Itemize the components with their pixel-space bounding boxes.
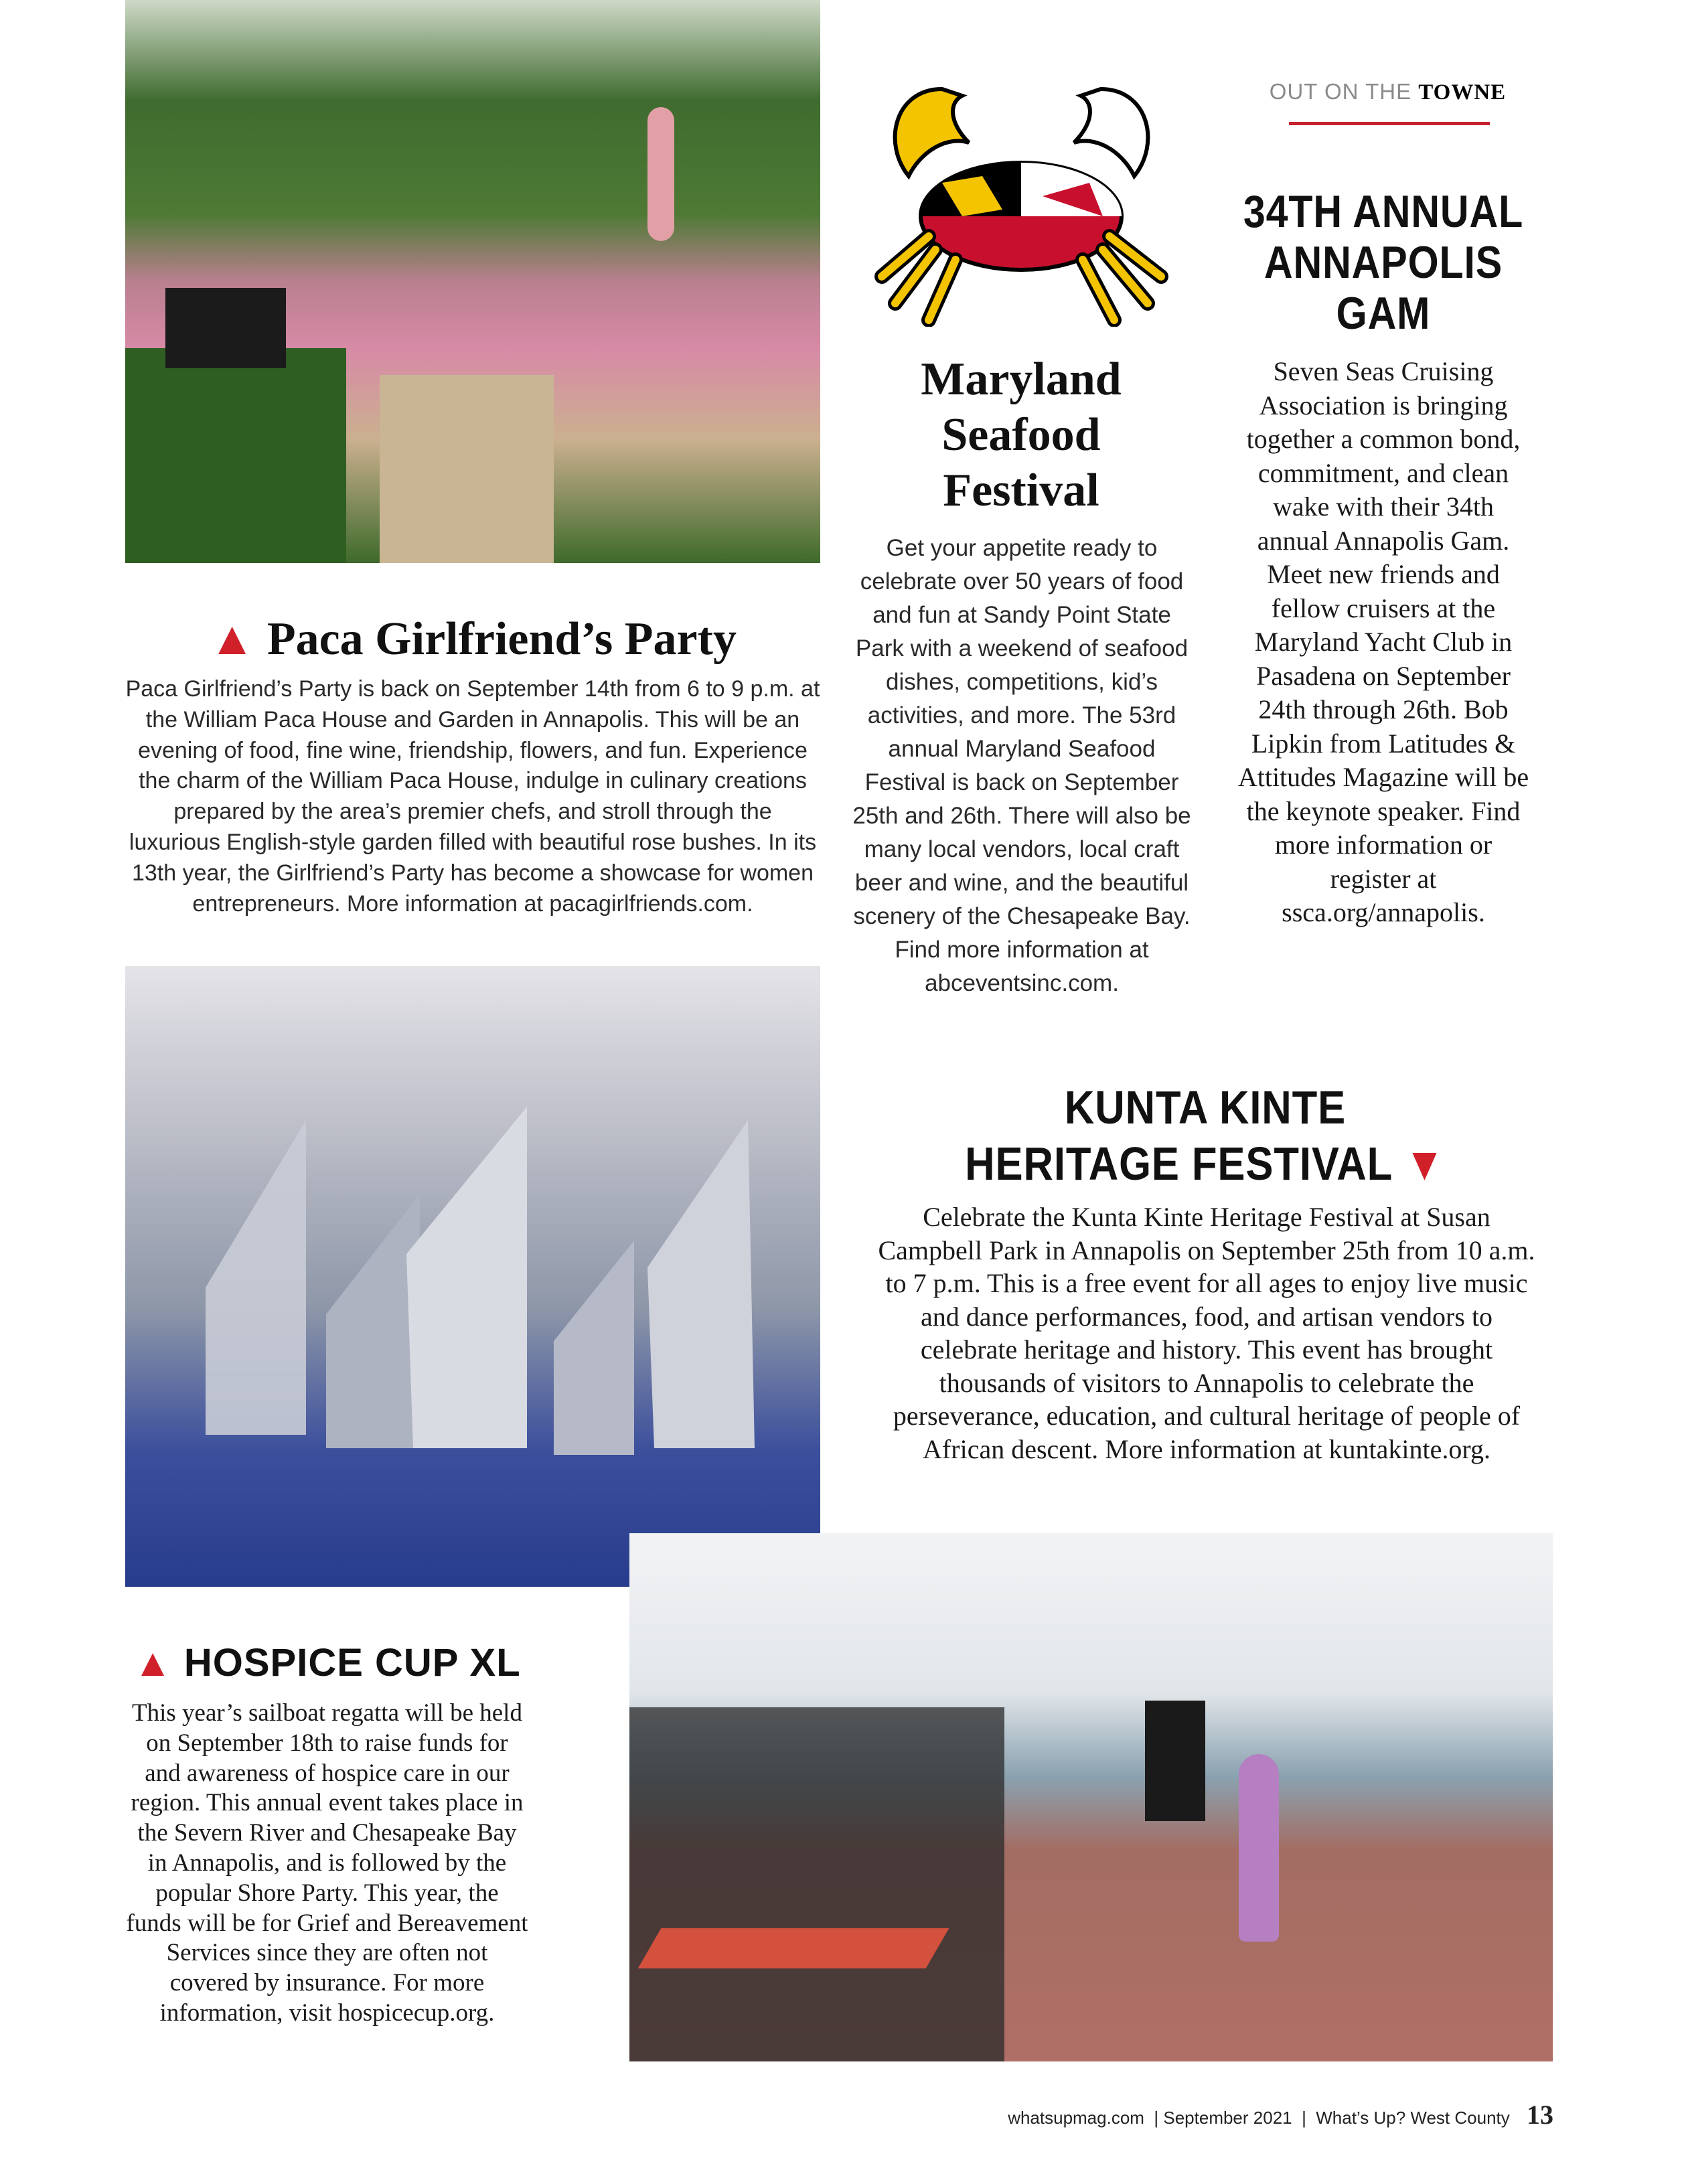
paca-title xyxy=(125,609,820,670)
arrow-down-icon: ▼ xyxy=(1403,1138,1446,1190)
seafood-body: Get your appetite ready to celebrate over 50 years of food and fun at Sandy Point State Park with a weekend of seafood dishes, competitions, kid’s activities, and more. The 53rd annual Maryland Seafood Festival is back on September 25th and 26th. There will also be many local vendors, local craft beer and wine, and the beautiful scenery of the Chesapeake Bay. Find more information at abceventsinc.com. xyxy=(852,535,1191,996)
section-header-bold: TOWNE xyxy=(1418,80,1507,104)
section-header-light: OUT ON THE xyxy=(1269,79,1412,104)
kunta-body: Celebrate the Kunta Kinte Heritage Festival at Susan Campbell Park in Annapolis on September 25th from 10 a.m. to 7 p.m. This is a free event for all ages to enjoy live music and dance performances, food, and artisan vendors to celebrate heritage and history. This event has brought thousands of visitors to Annapolis to celebrate the perseverance, education, and cultural heritage of people of African descent. More information at kuntakinte.org. xyxy=(878,1202,1535,1464)
kunta-title xyxy=(946,1079,1464,1192)
hospice-title-text: HOSPICE CUP XL xyxy=(183,1641,521,1685)
hospice-body: This year’s sailboat regatta will be held on September 18th to raise funds for and awareness of hospice care in our region. This annual event takes place in the Severn River and Chesapeake Bay in Annapolis, and is followed by the popular Shore Party. This year, the funds will be for Grief and Bereavement Services since they are often not covered by insurance. For more information, visit hospicecup.org. xyxy=(126,1699,528,2027)
paca-title-text: Paca Girlfriend’s Party xyxy=(266,613,737,665)
seafood-title: Maryland Seafood Festival xyxy=(921,354,1122,516)
header-rule xyxy=(1289,122,1490,125)
gam-title: 34TH ANNUAL ANNAPOLIS GAM xyxy=(1243,186,1524,339)
arrow-up-icon: ▲ xyxy=(209,613,256,665)
hospice-title xyxy=(125,1638,529,1689)
kunta-title-line2: HERITAGE FESTIVAL xyxy=(965,1138,1392,1190)
kunta-title-line1: KUNTA KINTE xyxy=(1064,1081,1347,1134)
kunta-kinte-festival-photo xyxy=(629,1533,1553,2061)
page-number: 13 xyxy=(1527,2100,1553,2130)
maryland-crab-icon xyxy=(868,62,1174,327)
footer-text: whatsupmag.com | September 2021 | What’s Up? West County xyxy=(1008,2108,1510,2128)
gam-body: Seven Seas Cruising Association is bringing together a common bond, commitment, and clean wake with their 34th annual Annapolis Gam. Meet new friends and fellow cruisers at the Maryland Yacht Club in Pasadena on September 24th through 26th. Bob Lipkin from Latitudes & Attitudes Magazine will be the keynote speaker. Find more information or register at ssca.org/annapolis. xyxy=(1237,356,1529,927)
section-header xyxy=(1259,79,1517,105)
paca-party-photo xyxy=(125,0,820,563)
footer xyxy=(870,2099,1553,2130)
arrow-up-icon: ▲ xyxy=(133,1641,173,1685)
hospice-cup-trophies-photo xyxy=(125,966,820,1587)
paca-body: Paca Girlfriend’s Party is back on September 14th from 6 to 9 p.m. at the William Paca House and Garden in Annapolis. This will be an evening of food, fine wine, friendship, flowers, and fun. Experience the charm of the William Paca House, indulge in culinary creations prepared by the area’s premier chefs, and stroll through the luxurious English-style garden filled with beautiful rose bushes. In its 13th year, the Girlfriend’s Party has become a showcase for women entrepreneurs. More information at pacagirlfriends.com. xyxy=(125,676,820,917)
